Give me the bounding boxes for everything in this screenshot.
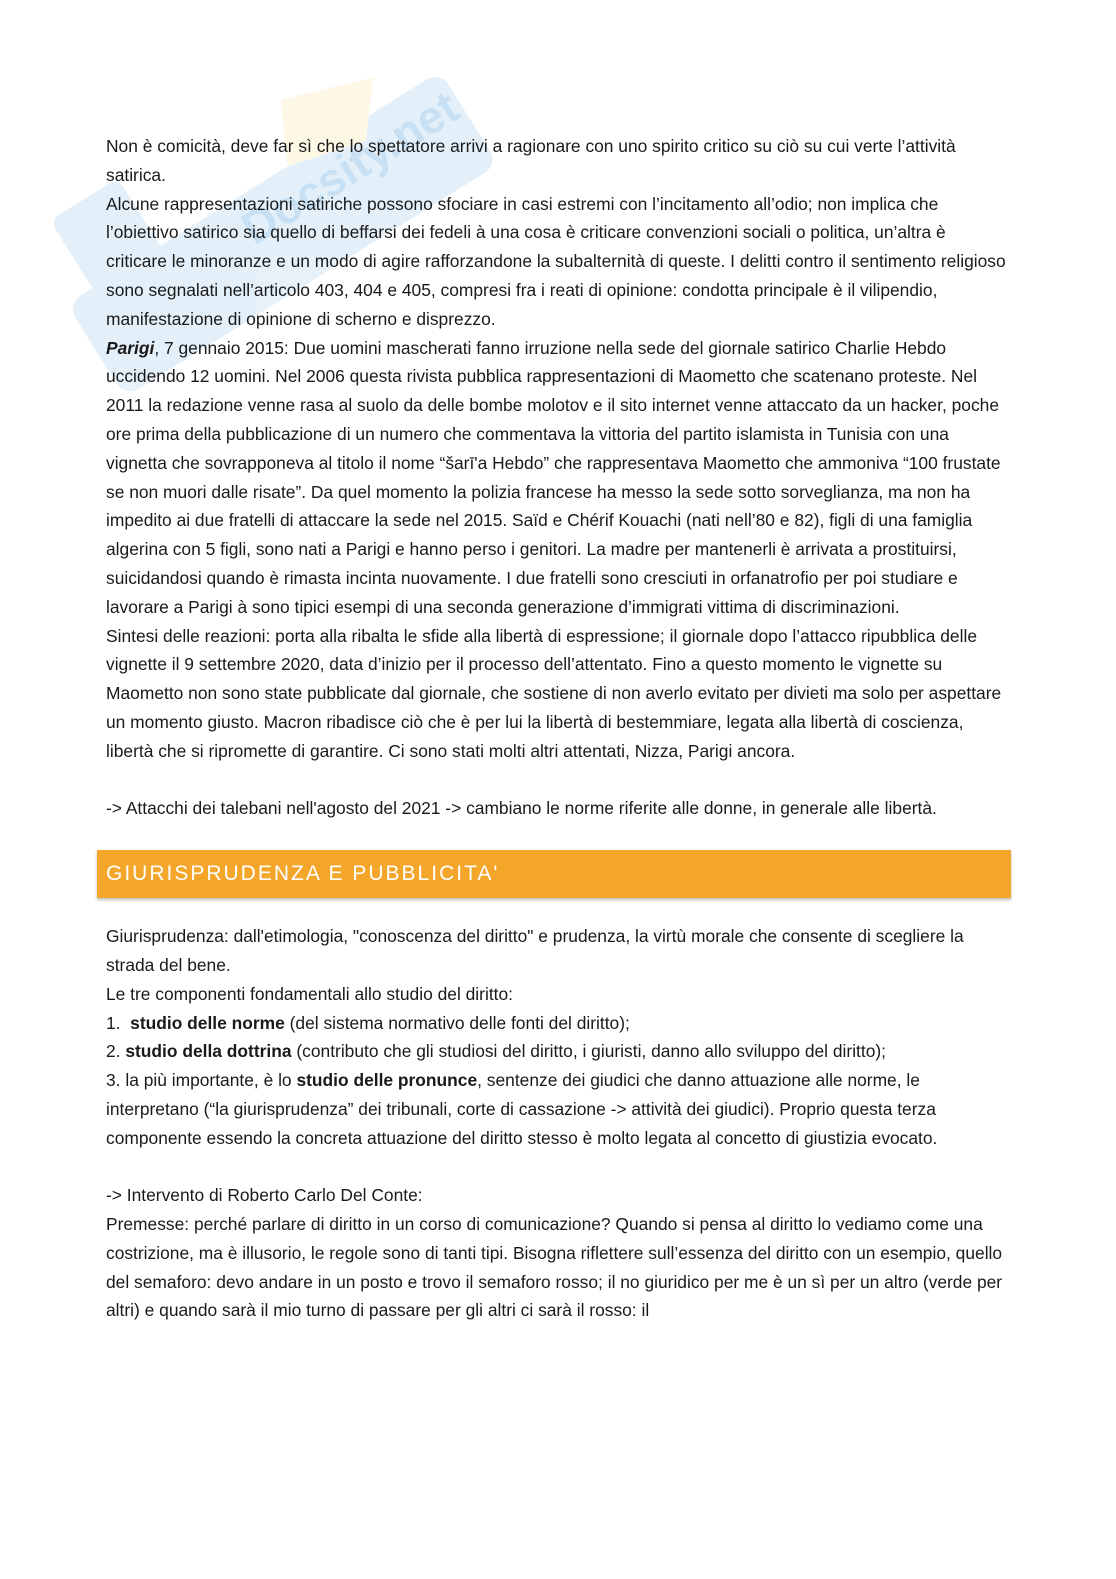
parigi-text: , 7 gennaio 2015: Due uomini mascherati fanno irruzione nella sede del giornale satirico Charlie Hebdo uccidendo 12 uomini. Nel 2006 questa rivista pubblica rappresentazioni di Maometto che scatenano proteste. Nel 2011 la redazione venne rasa al suolo da delle bombe molotov e il sito internet venne attaccato da un hacker, poche ore prima della pubblicazione di un numero che commentava la vittoria del partito islamista in Tunisia con una vignetta che sovrapponeva al titolo il nome “šarī'a Hebdo” che rappresentava Maometto che ammoniva “100 frustate se non muori dalle risate”. Da quel momento la polizia francese ha messo la sede sotto sorveglianza, ma non ha impedito ai due fratelli di attaccare la sede nel 2015. Saïd e Chérif Kouachi (nati nell’80 e 82), figli di una famiglia algerina con 5 figli, sono nati a Parigi e hanno perso i genitori. La madre per mantenerli è arrivata a prostituirsi, suicidandosi quando è rimasta incinta nuovamente. I due fratelli sono cresciuti in orfanatrofio per poi studiare e lavorare a Parigi à sono tipici esempi di una seconda generazione d’immigrati vittima di discriminazioni. [106,337,1001,617]
paragraph-premesse: Premesse: perché parlare di diritto in un corso di comunicazione? Quando si pensa al diritto lo vediamo come una costrizione, ma è illusorio, le regole sono di tanti tipi. Bisogna riflettere sull’essenza del diritto con un esempio, quello del semaforo: devo andare in un posto e trovo il semaforo rosso; il no giuridico per me è un sì per un altro (verde per altri) e quando sarà il mio turno di passare per gli altri ci sarà il rosso: il [106,1214,1003,1321]
parigi-label: Parigi [106,337,155,358]
paragraph-parigi [106,334,1011,622]
document-page [106,132,1011,1325]
paragraph-rappresentazioni: Alcune rappresentazioni satiriche possono sfociare in casi estremi con l’incitamento all’odio; non implica che l’obiettivo satirico sia quello di beffarsi dei fedeli à una cosa è criticare convenzioni sociali o politica, un’altra è criticare le minoranze e un modo di agire rafforzandone la subalternità di queste. I delitti contro il sentimento religioso sono segnalati nell’articolo 403, 404 e 405, compresi fra i reati di opinione: condotta principale è il vilipendio, manifestazione di opinione di scherno e disprezzo. [106,193,1006,329]
paragraph-giurisprudenza-def: Giurisprudenza: dall'etimologia, "conoscenza del diritto" e prudenza, la virtù morale che consente di scegliere la strada del bene. [106,926,964,975]
watermark-text: Docsity.net [232,80,468,255]
paragraph-talebani: -> Attacchi dei talebani nell'agosto del 2021 -> cambiano le norme riferite alle donne, in generale alle libertà. [106,798,937,819]
paragraph-sintesi-reazioni: Sintesi delle reazioni: porta alla ribalta le sfide alla libertà di espressione; il giornale dopo l’attacco ripubblica delle vignette il 9 settembre 2020, data d’inizio per il processo dell’attentato. Fino a questo momento le vignette su Maometto non sono state pubblicate dal giornale, che sostiene di non averlo evitato per divieti ma solo per aspettare un momento giusto. Macron ribadisce ciò che è per lui la libertà di bestemmiare, legata alla libertà di coscienza, libertà che si ripromette di garantire. Ci sono stati molti altri attentati, Nizza, Parigi ancora. [106,625,1002,761]
paragraph-tre-componenti: Le tre componenti fondamentali allo studio del diritto: [106,983,513,1004]
list-item-norme: 1. studio delle norme (del sistema normativo delle fonti del diritto); [106,1012,630,1033]
section-heading: GIURISPRUDENZA E PUBBLICITA' [106,861,500,885]
paragraph-intervento: -> Intervento di Roberto Carlo Del Conte: [106,1185,423,1206]
section-heading-bar [97,850,1011,898]
list-item-dottrina: 2. studio della dottrina (contributo che gli studiosi del diritto, i giuristi, danno allo sviluppo del diritto); [106,1041,887,1062]
list-item-pronunce: 3. la più importante, è lo studio delle pronunce, sentenze dei giudici che danno attuazione alle norme, le interpretano (“la giurisprudenza” dei tribunali, corte di cassazione -> attività dei giudici). Proprio questa terza componente essendo la concreta attuazione del diritto stesso è molto legata al concetto di giustizia evocato. [106,1070,938,1148]
paragraph-satira-intro: Non è comicità, deve far sì che lo spettatore arrivi a ragionare con uno spirito critico su ciò su cui verte l’attività satirica. [106,136,956,185]
